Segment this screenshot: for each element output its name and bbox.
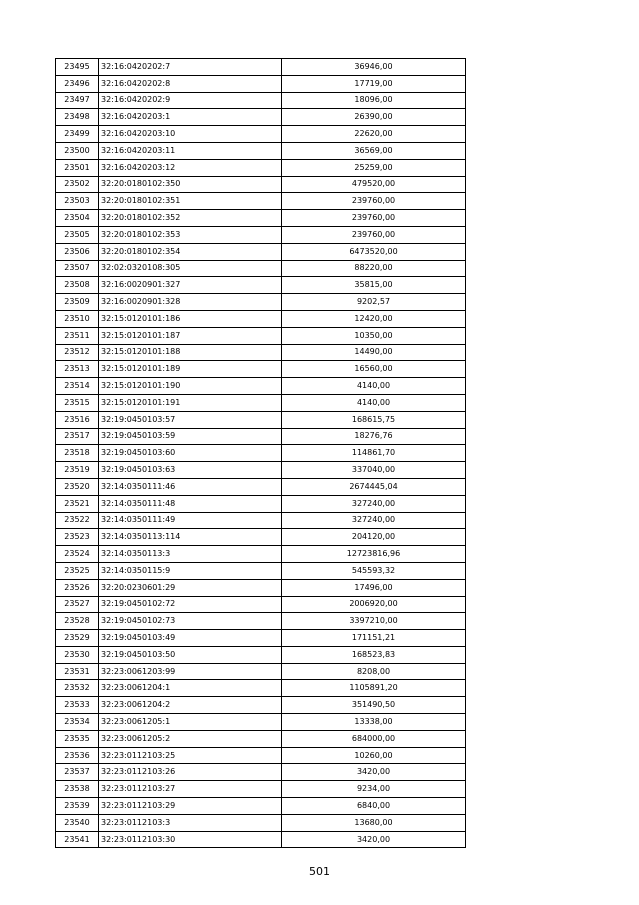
cadastral-number-cell: 32:20:0180102:354	[99, 243, 282, 260]
row-number-cell: 23525	[56, 562, 99, 579]
value-cell: 36946,00	[282, 59, 466, 76]
table-row	[56, 109, 466, 126]
row-number-cell: 23495	[56, 59, 99, 76]
value-cell: 327240,00	[282, 512, 466, 529]
value-cell: 3420,00	[282, 831, 466, 848]
table-row	[56, 579, 466, 596]
value-cell: 6473520,00	[282, 243, 466, 260]
row-number-cell: 23527	[56, 596, 99, 613]
table-row	[56, 92, 466, 109]
value-cell: 3420,00	[282, 764, 466, 781]
row-number-cell: 23528	[56, 613, 99, 630]
row-number-cell: 23509	[56, 294, 99, 311]
value-cell: 2674445,04	[282, 478, 466, 495]
table-row	[56, 646, 466, 663]
table-row	[56, 75, 466, 92]
row-number-cell: 23510	[56, 310, 99, 327]
value-cell: 13680,00	[282, 814, 466, 831]
row-number-cell: 23533	[56, 697, 99, 714]
table-row	[56, 630, 466, 647]
cadastral-number-cell: 32:14:0350113:3	[99, 546, 282, 563]
table-row	[56, 529, 466, 546]
cadastral-number-cell: 32:02:0320108:305	[99, 260, 282, 277]
row-number-cell: 23522	[56, 512, 99, 529]
table-row	[56, 59, 466, 76]
value-cell: 17719,00	[282, 75, 466, 92]
cadastral-number-cell: 32:23:0112103:3	[99, 814, 282, 831]
value-cell: 337040,00	[282, 462, 466, 479]
value-cell: 4140,00	[282, 394, 466, 411]
cadastral-number-cell: 32:23:0061203:99	[99, 663, 282, 680]
table-row	[56, 831, 466, 848]
table-row	[56, 613, 466, 630]
cadastral-number-cell: 32:19:0450103:50	[99, 646, 282, 663]
cadastral-number-cell: 32:23:0112103:25	[99, 747, 282, 764]
row-number-cell: 23496	[56, 75, 99, 92]
table-row	[56, 226, 466, 243]
cadastral-number-cell: 32:20:0180102:350	[99, 176, 282, 193]
cadastral-number-cell: 32:14:0350111:49	[99, 512, 282, 529]
cadastral-number-cell: 32:14:0350115:9	[99, 562, 282, 579]
value-cell: 171151,21	[282, 630, 466, 647]
value-cell: 327240,00	[282, 495, 466, 512]
value-cell: 9202,57	[282, 294, 466, 311]
table-row	[56, 764, 466, 781]
value-cell: 18096,00	[282, 92, 466, 109]
table-row	[56, 142, 466, 159]
cadastral-number-cell: 32:15:0120101:186	[99, 310, 282, 327]
row-number-cell: 23515	[56, 394, 99, 411]
table-row	[56, 411, 466, 428]
table-row	[56, 428, 466, 445]
row-number-cell: 23536	[56, 747, 99, 764]
cadastral-number-cell: 32:16:0420203:10	[99, 126, 282, 143]
row-number-cell: 23526	[56, 579, 99, 596]
value-cell: 17496,00	[282, 579, 466, 596]
row-number-cell: 23514	[56, 378, 99, 395]
value-cell: 351490,50	[282, 697, 466, 714]
cadastral-number-cell: 32:20:0180102:351	[99, 193, 282, 210]
row-number-cell: 23516	[56, 411, 99, 428]
value-cell: 35815,00	[282, 277, 466, 294]
row-number-cell: 23529	[56, 630, 99, 647]
value-cell: 13338,00	[282, 714, 466, 731]
value-cell: 88220,00	[282, 260, 466, 277]
cadastral-number-cell: 32:19:0450103:59	[99, 428, 282, 445]
table-row	[56, 697, 466, 714]
table-row	[56, 781, 466, 798]
row-number-cell: 23507	[56, 260, 99, 277]
value-cell: 3397210,00	[282, 613, 466, 630]
cadastral-number-cell: 32:15:0120101:191	[99, 394, 282, 411]
row-number-cell: 23501	[56, 159, 99, 176]
row-number-cell: 23503	[56, 193, 99, 210]
table-row	[56, 663, 466, 680]
cadastral-number-cell: 32:14:0350113:114	[99, 529, 282, 546]
value-cell: 36569,00	[282, 142, 466, 159]
row-number-cell: 23535	[56, 730, 99, 747]
value-cell: 14490,00	[282, 344, 466, 361]
row-number-cell: 23541	[56, 831, 99, 848]
table-row	[56, 277, 466, 294]
value-cell: 4140,00	[282, 378, 466, 395]
cadastral-number-cell: 32:23:0061204:1	[99, 680, 282, 697]
table-row	[56, 260, 466, 277]
table-row	[56, 126, 466, 143]
row-number-cell: 23530	[56, 646, 99, 663]
value-cell: 684000,00	[282, 730, 466, 747]
cadastral-number-cell: 32:14:0350111:46	[99, 478, 282, 495]
table-row	[56, 394, 466, 411]
row-number-cell: 23508	[56, 277, 99, 294]
cadastral-number-cell: 32:20:0180102:352	[99, 210, 282, 227]
value-cell: 22620,00	[282, 126, 466, 143]
table-row	[56, 814, 466, 831]
row-number-cell: 23499	[56, 126, 99, 143]
cadastral-number-cell: 32:23:0112103:26	[99, 764, 282, 781]
row-number-cell: 23534	[56, 714, 99, 731]
table-row	[56, 310, 466, 327]
value-cell: 114861,70	[282, 445, 466, 462]
cadastral-number-cell: 32:16:0420203:1	[99, 109, 282, 126]
row-number-cell: 23523	[56, 529, 99, 546]
cadastral-number-cell: 32:15:0120101:188	[99, 344, 282, 361]
cadastral-number-cell: 32:23:0112103:30	[99, 831, 282, 848]
row-number-cell: 23517	[56, 428, 99, 445]
value-cell: 168615,75	[282, 411, 466, 428]
cadastral-number-cell: 32:19:0450102:72	[99, 596, 282, 613]
cadastral-number-cell: 32:15:0120101:190	[99, 378, 282, 395]
value-cell: 16560,00	[282, 361, 466, 378]
cadastral-number-cell: 32:20:0230601:29	[99, 579, 282, 596]
row-number-cell: 23539	[56, 798, 99, 815]
cadastral-number-cell: 32:23:0112103:27	[99, 781, 282, 798]
cadastral-number-cell: 32:23:0112103:29	[99, 798, 282, 815]
value-cell: 1105891,20	[282, 680, 466, 697]
table-row	[56, 478, 466, 495]
table-row	[56, 747, 466, 764]
cadastral-number-cell: 32:19:0450102:73	[99, 613, 282, 630]
table-row	[56, 294, 466, 311]
table-row	[56, 798, 466, 815]
row-number-cell: 23512	[56, 344, 99, 361]
value-cell: 26390,00	[282, 109, 466, 126]
table-body	[56, 59, 466, 848]
table-row	[56, 159, 466, 176]
cadastral-number-cell: 32:16:0420203:12	[99, 159, 282, 176]
table-row	[56, 243, 466, 260]
row-number-cell: 23511	[56, 327, 99, 344]
value-cell: 2006920,00	[282, 596, 466, 613]
row-number-cell: 23497	[56, 92, 99, 109]
cadastral-number-cell: 32:16:0420202:9	[99, 92, 282, 109]
row-number-cell: 23513	[56, 361, 99, 378]
table-row	[56, 378, 466, 395]
value-cell: 239760,00	[282, 226, 466, 243]
cadastral-number-cell: 32:23:0061205:1	[99, 714, 282, 731]
cadastral-number-cell: 32:19:0450103:57	[99, 411, 282, 428]
value-cell: 545593,32	[282, 562, 466, 579]
row-number-cell: 23524	[56, 546, 99, 563]
page-number: 501	[309, 865, 330, 878]
table-row	[56, 546, 466, 563]
value-cell: 10260,00	[282, 747, 466, 764]
table-row	[56, 562, 466, 579]
cadastral-number-cell: 32:15:0120101:189	[99, 361, 282, 378]
row-number-cell: 23519	[56, 462, 99, 479]
value-cell: 12420,00	[282, 310, 466, 327]
cadastral-number-cell: 32:19:0450103:60	[99, 445, 282, 462]
cadastral-number-cell: 32:19:0450103:49	[99, 630, 282, 647]
value-cell: 8208,00	[282, 663, 466, 680]
table-row	[56, 327, 466, 344]
row-number-cell: 23537	[56, 764, 99, 781]
cadastral-number-cell: 32:16:0420202:8	[99, 75, 282, 92]
table-row	[56, 445, 466, 462]
row-number-cell: 23518	[56, 445, 99, 462]
value-cell: 9234,00	[282, 781, 466, 798]
value-cell: 25259,00	[282, 159, 466, 176]
table-row	[56, 495, 466, 512]
value-cell: 239760,00	[282, 193, 466, 210]
row-number-cell: 23505	[56, 226, 99, 243]
cadastral-number-cell: 32:16:0420203:11	[99, 142, 282, 159]
row-number-cell: 23521	[56, 495, 99, 512]
value-cell: 479520,00	[282, 176, 466, 193]
cadastral-number-cell: 32:16:0020901:327	[99, 277, 282, 294]
row-number-cell: 23506	[56, 243, 99, 260]
table-row	[56, 210, 466, 227]
value-cell: 204120,00	[282, 529, 466, 546]
row-number-cell: 23502	[56, 176, 99, 193]
table-row	[56, 344, 466, 361]
value-cell: 168523,83	[282, 646, 466, 663]
cadastral-number-cell: 32:20:0180102:353	[99, 226, 282, 243]
value-cell: 6840,00	[282, 798, 466, 815]
row-number-cell: 23520	[56, 478, 99, 495]
cadastral-number-cell: 32:15:0120101:187	[99, 327, 282, 344]
row-number-cell: 23532	[56, 680, 99, 697]
row-number-cell: 23538	[56, 781, 99, 798]
cadastral-number-cell: 32:19:0450103:63	[99, 462, 282, 479]
value-cell: 10350,00	[282, 327, 466, 344]
row-number-cell: 23500	[56, 142, 99, 159]
value-cell: 12723816,96	[282, 546, 466, 563]
table-row	[56, 596, 466, 613]
table-row	[56, 193, 466, 210]
data-table	[55, 58, 466, 848]
table-row	[56, 680, 466, 697]
cadastral-number-cell: 32:16:0020901:328	[99, 294, 282, 311]
value-cell: 239760,00	[282, 210, 466, 227]
cadastral-number-cell: 32:23:0061204:2	[99, 697, 282, 714]
table-row	[56, 176, 466, 193]
table-row	[56, 730, 466, 747]
cadastral-number-cell: 32:14:0350111:48	[99, 495, 282, 512]
row-number-cell: 23498	[56, 109, 99, 126]
row-number-cell: 23531	[56, 663, 99, 680]
row-number-cell: 23504	[56, 210, 99, 227]
table-row	[56, 512, 466, 529]
value-cell: 18276,76	[282, 428, 466, 445]
table-row	[56, 361, 466, 378]
cadastral-number-cell: 32:23:0061205:2	[99, 730, 282, 747]
cadastral-number-cell: 32:16:0420202:7	[99, 59, 282, 76]
row-number-cell: 23540	[56, 814, 99, 831]
table-row	[56, 714, 466, 731]
table-row	[56, 462, 466, 479]
